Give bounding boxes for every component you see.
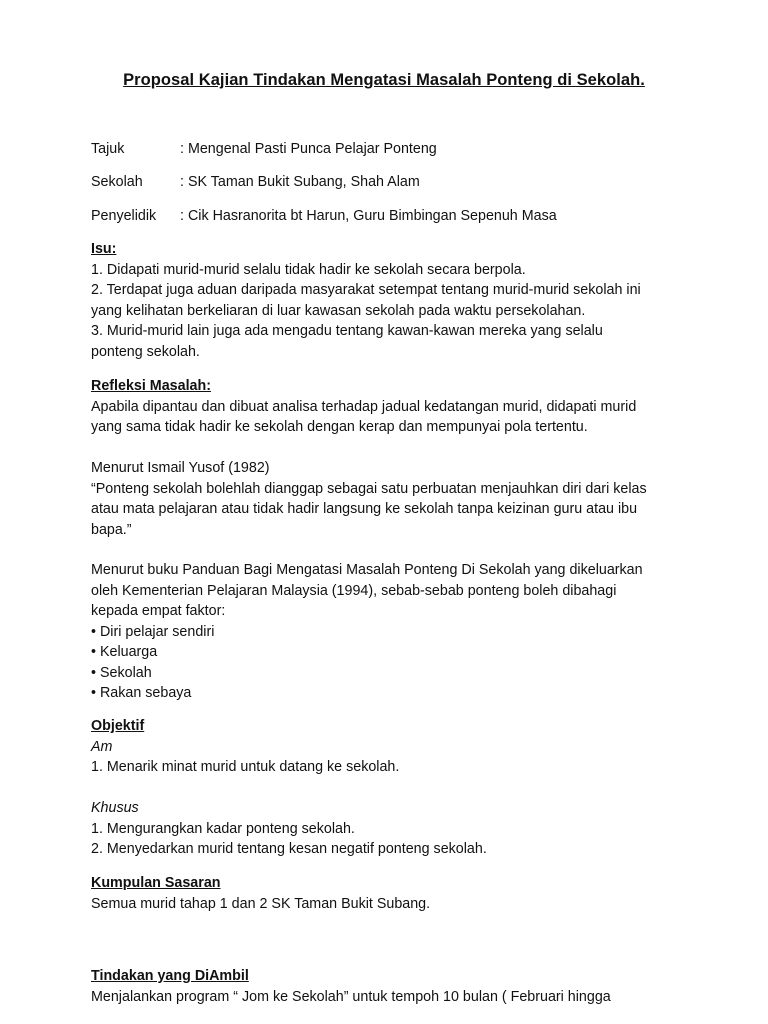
section-panduan <box>91 560 691 704</box>
meta-value: : Cik Hasranorita bt Harun, Guru Bimbingan Sepenuh Masa <box>180 208 557 224</box>
body-line: 1. Didapati murid-murid selalu tidak hadir ke sekolah secara berpola. <box>91 261 526 278</box>
section-isu <box>91 239 691 362</box>
meta-row-sekolah <box>91 174 420 190</box>
subheading-am: Am <box>91 738 113 755</box>
body-line: Apabila dipantau dan dibuat analisa terhadap jadual kedatangan murid, didapati murid <box>91 398 637 415</box>
body-line: 1. Mengurangkan kadar ponteng sekolah. <box>91 820 355 837</box>
body-line: Menurut buku Panduan Bagi Mengatasi Masalah Ponteng Di Sekolah yang dikeluarkan <box>91 562 643 578</box>
body-line: yang sama tidak hadir ke sekolah dengan kerap dan mempunyai pola tertentu. <box>91 419 588 435</box>
spacer <box>91 778 691 799</box>
section-heading: Refleksi Masalah: <box>91 378 211 394</box>
body-line: ponteng sekolah. <box>91 343 200 360</box>
body-line: bapa.” <box>91 521 132 538</box>
body-line: 2. Menyedarkan murid tentang kesan negatif ponteng sekolah. <box>91 841 487 857</box>
bullet-item: • Diri pelajar sendiri <box>91 623 215 640</box>
body-line: Semua murid tahap 1 dan 2 SK Taman Bukit Subang. <box>91 895 431 912</box>
section-heading: Tindakan yang DiAmbil <box>91 968 249 984</box>
section-refleksi <box>91 376 691 438</box>
body-line: yang kelihatan berkeliaran di luar kawasan sekolah pada waktu persekolahan. <box>91 302 586 319</box>
bullet-item: • Rakan sebaya <box>91 685 192 701</box>
document-title: Proposal Kajian Tindakan Mengatasi Masalah Ponteng di Sekolah. <box>123 71 645 89</box>
section-heading: Kumpulan Sasaran <box>91 875 221 891</box>
meta-row-tajuk <box>91 141 437 157</box>
body-line: 3. Murid-murid lain juga ada mengadu tentang kawan-kawan mereka yang selalu <box>91 323 603 339</box>
section-kumpulan-sasaran <box>91 873 691 914</box>
meta-value: : SK Taman Bukit Subang, Shah Alam <box>180 174 420 190</box>
section-tindakan <box>91 966 691 1007</box>
body-line: 1. Menarik minat murid untuk datang ke sekolah. <box>91 759 400 775</box>
section-heading: Objektif <box>91 718 145 734</box>
meta-label: Tajuk <box>91 141 125 157</box>
meta-row-penyelidik <box>91 208 557 224</box>
section-objektif <box>91 716 691 860</box>
body-line: Menurut Ismail Yusof (1982) <box>91 460 270 476</box>
body-line: Menjalankan program “ Jom ke Sekolah” untuk tempoh 10 bulan ( Februari hingga <box>91 988 611 1005</box>
meta-label: Penyelidik <box>91 208 157 224</box>
meta-value: : Mengenal Pasti Punca Pelajar Ponteng <box>180 141 437 157</box>
body-line: kepada empat faktor: <box>91 603 226 619</box>
body-line: “Ponteng sekolah bolehlah dianggap sebagai satu perbuatan menjauhkan diri dari kelas <box>91 480 647 497</box>
bullet-item: • Keluarga <box>91 644 158 660</box>
body-line: oleh Kementerian Pelajaran Malaysia (1994), sebab-sebab ponteng boleh dibahagi <box>91 582 617 599</box>
body-line: atau mata pelajaran atau tidak hadir langsung ke sekolah tanpa keizinan guru atau ibu <box>91 501 638 517</box>
section-heading: Isu: <box>91 241 117 257</box>
section-quote-ismail <box>91 458 691 540</box>
subheading-khusus: Khusus <box>91 800 139 816</box>
meta-label: Sekolah <box>91 174 143 190</box>
bullet-item: • Sekolah <box>91 664 152 681</box>
body-line: 2. Terdapat juga aduan daripada masyarakat setempat tentang murid-murid sekolah ini <box>91 282 641 298</box>
